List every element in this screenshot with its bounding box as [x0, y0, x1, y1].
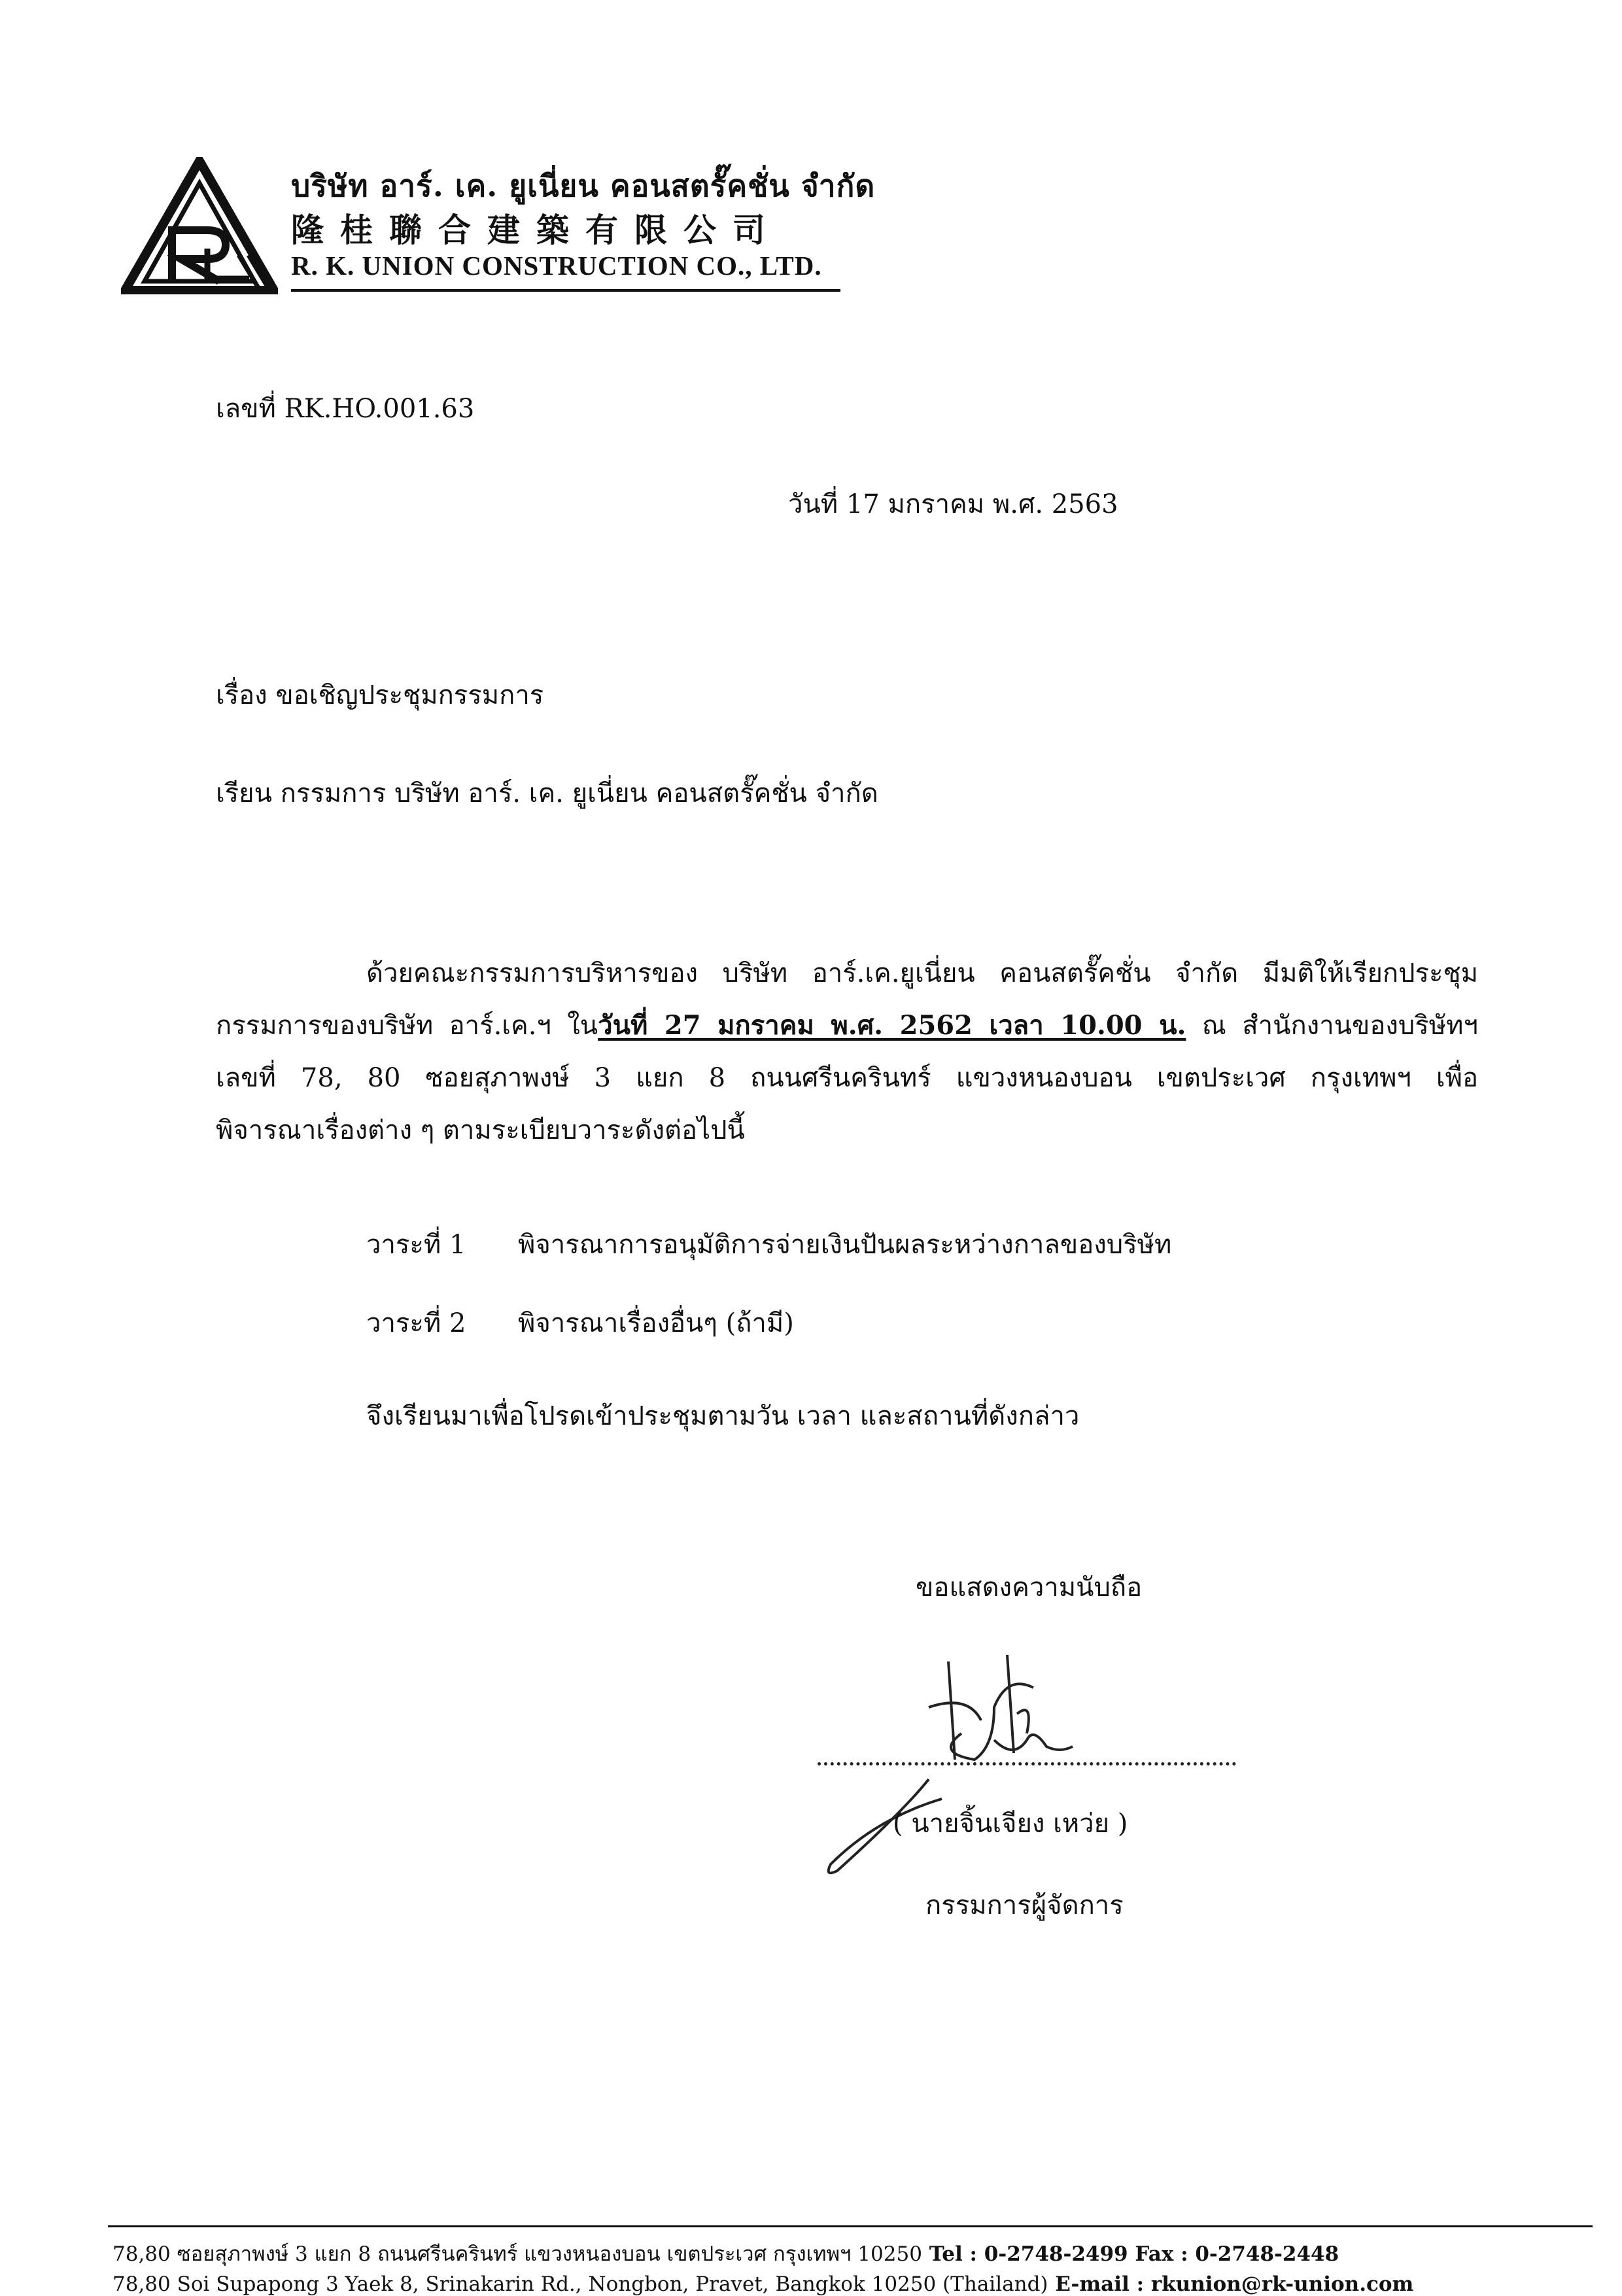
signature-line [818, 1762, 1236, 1765]
meeting-datetime: วันที่ 27 มกราคม พ.ศ. 2562 เวลา 10.00 น. [598, 1010, 1186, 1041]
letterhead-divider [291, 289, 840, 292]
body-text: ณ สำนักงานของบริษัทฯ [1186, 1011, 1478, 1041]
footer-address-text: 78,80 ซอยสุภาพงษ์ 3 แยก 8 ถนนศรีนครินทร์ แขวงหนองบอน เขตประเวศ กรุงเทพฯ 10250 [112, 2242, 922, 2266]
company-name-english: R. K. UNION CONSTRUCTION CO., LTD. [291, 251, 822, 281]
signature-icon [798, 1648, 1164, 1884]
letter-subject: เรื่อง ขอเชิญประชุมกรรมการ [216, 680, 544, 710]
letter-date: วันที่ 17 มกราคม พ.ศ. 2563 [788, 489, 1118, 519]
agenda-item [366, 1302, 794, 1344]
body-text: กรรมการของบริษัท อาร์.เค.ฯ ใน [216, 1011, 598, 1041]
agenda-text: พิจารณาเรื่องอื่นๆ (ถ้ามี) [518, 1308, 794, 1338]
signatory-title: กรรมการผู้จัดการ [925, 1890, 1124, 1921]
agenda-item [366, 1223, 1171, 1265]
company-logo-icon [121, 157, 278, 294]
footer-address-english [112, 2272, 1413, 2296]
company-name-thai: บริษัท อาร์. เค. ยูเนี่ยน คอนสตรั๊คชั่น จำกัด [291, 168, 876, 203]
company-name-chinese: 隆桂聯合建築有限公司 [291, 211, 782, 249]
footer-address-text: 78,80 Soi Supapong 3 Yaek 8, Srinakarin Rd., Nongbon, Pravet, Bangkok 10250 (Thailand) [112, 2272, 1048, 2296]
reference-number: เลขที่ RK.HO.001.63 [216, 394, 475, 424]
footer-divider [108, 2225, 1593, 2227]
body-line: พิจารณาเรื่องต่าง ๆ ตามระเบียบวาระดังต่อไปนี้ [216, 1115, 745, 1145]
footer-email: E-mail : rkunion@rk-union.com [1048, 2272, 1414, 2296]
agenda-number: วาระที่ 2 [366, 1308, 466, 1338]
body-line: ด้วยคณะกรรมการบริหารของ บริษัท อาร์.เค.ยูเนี่ยน คอนสตรั๊คชั่น จำกัด มีมติให้เรียกประชุม [366, 958, 1478, 988]
closing-sentence: จึงเรียนมาเพื่อโปรดเข้าประชุมตามวัน เวลา และสถานที่ดังกล่าว [366, 1401, 1080, 1431]
body-line [216, 1000, 1478, 1052]
agenda-text: พิจารณาการอนุมัติการจ่ายเงินปันผลระหว่างกาลของบริษัท [518, 1230, 1172, 1260]
footer-phone-fax: Tel : 0-2748-2499 Fax : 0-2748-2448 [922, 2242, 1339, 2266]
agenda-number: วาระที่ 1 [366, 1230, 466, 1260]
letter-recipient: เรียน กรรมการ บริษัท อาร์. เค. ยูเนี่ยน คอนสตรั๊คชั่น จำกัด [216, 778, 878, 809]
body-line: เลขที่ 78, 80 ซอยสุภาพงษ์ 3 แยก 8 ถนนศรีนครินทร์ แขวงหนองบอน เขตประเวศ กรุงเทพฯ เพื่อ [216, 1063, 1478, 1093]
signatory-name: ( นายจิ้นเจียง เหว่ย ) [893, 1809, 1128, 1839]
body-paragraph [216, 947, 1478, 1157]
footer-address-thai [112, 2237, 1339, 2270]
regards-text: ขอแสดงความนับถือ [916, 1573, 1143, 1603]
